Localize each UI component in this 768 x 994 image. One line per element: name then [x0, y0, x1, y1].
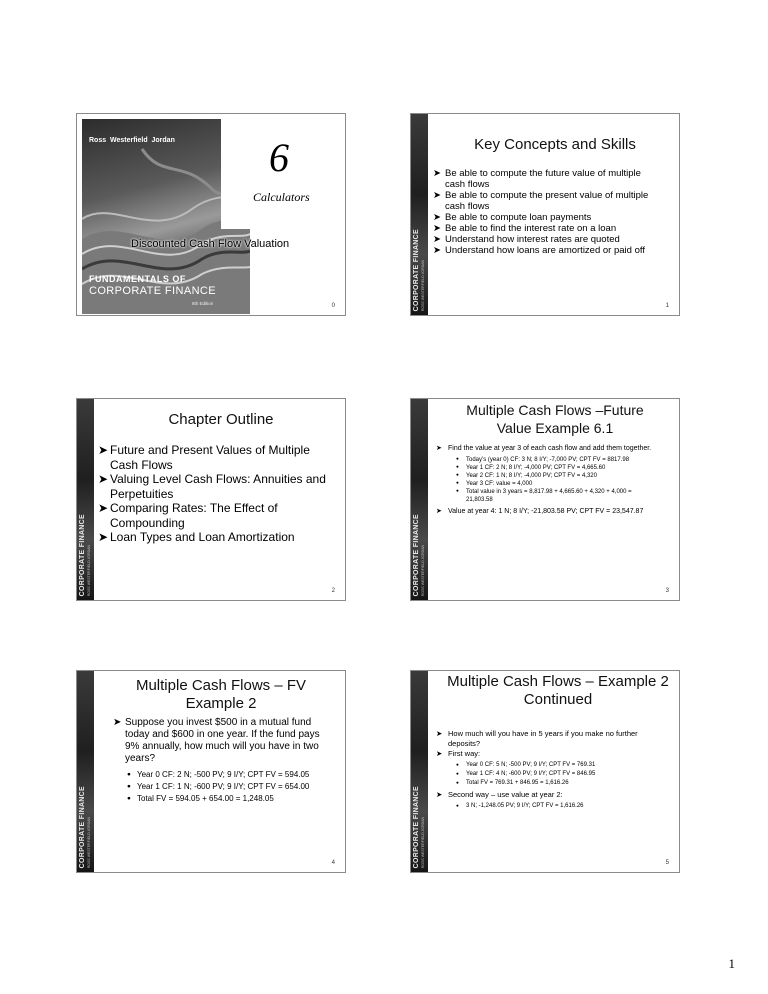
book-title-line1: FUNDAMENTALS OF: [89, 274, 186, 284]
slide-number: 2: [331, 588, 335, 594]
arrow-bullet-icon: ➤: [433, 212, 441, 223]
arrow-bullet-icon: ➤: [98, 472, 109, 486]
arrow-bullet-icon: ➤: [436, 508, 442, 515]
bullet-item: ➤ Valuing Level Cash Flows: Annuities and Perpetuities: [98, 472, 326, 501]
sub-bullet-item: ● Today’s (year 0) CF: 3 N; 8 I/Y; -7,000 PV; CPT FV = 8817.98: [456, 456, 657, 464]
bullet-list: [113, 717, 329, 805]
chapter-number: 6: [269, 135, 289, 180]
slide-number: 3: [665, 588, 669, 594]
sub-bullet-item: ● 3 N; -1,248.05 PV; 9 I/Y; CPT FV = 1,616.26: [456, 802, 659, 811]
slide-4: [76, 670, 346, 873]
sub-bullet-item: ● Year 0 CF: 5 N; -500 PV; 9 I/Y; CPT FV = 769.31: [456, 761, 659, 770]
arrow-bullet-icon: ➤: [98, 530, 109, 544]
sub-bullet-item: ● Year 1 CF: 1 N; -600 PV; 9 I/Y; CPT FV = 654.00: [127, 781, 329, 793]
spine-authors: ROSS WESTERFIELD JORDAN: [421, 816, 425, 868]
sub-bullet-item: ● Total FV = 594.05 + 654.00 = 1,248.05: [127, 793, 329, 805]
bullet-item: ➤ First way: ● Year 0 CF: 5 N; -500 PV; 9 I/Y; CPT FV = 769.31 ● Year 1 CF: 4 N; -600 PV; 9 I/Y; CPT FV = 846.95 ● Total FV = 769.31 + 846.95 = 1,616.26: [448, 749, 659, 788]
arrow-bullet-icon: ➤: [433, 245, 441, 256]
arrow-bullet-icon: ➤: [433, 223, 441, 234]
sub-bullet-list: [456, 802, 659, 811]
slide-number: 0: [331, 303, 335, 309]
bullet-item: ➤ How much will you have in 5 years if you make no further deposits?: [436, 729, 638, 748]
bullet-item: ➤ Loan Types and Loan Amortization: [98, 530, 295, 544]
arrow-bullet-icon: ➤: [433, 234, 441, 245]
bullet-item: ➤ Second way – use value at year 2: ● 3 N; -1,248.05 PV; 9 I/Y; CPT FV = 1,616.26: [448, 790, 659, 811]
slide-number: 4: [331, 860, 335, 866]
bullet-item: ➤ Comparing Rates: The Effect of Compounding: [98, 501, 278, 530]
spine-authors: ROSS WESTERFIELD JORDAN: [87, 544, 91, 596]
arrow-bullet-icon: ➤: [98, 443, 109, 457]
bullet-list: [436, 444, 657, 516]
arrow-bullet-icon: ➤: [436, 729, 443, 738]
spine-title: CORPORATE FINANCE: [413, 228, 420, 311]
sub-bullet-item: ● Total FV = 769.31 + 846.95 = 1,616.26: [456, 779, 659, 788]
page-number: 1: [728, 956, 735, 971]
bullet-item: ➤ Be able to compute loan payments: [433, 212, 592, 223]
slide-title: Multiple Cash Flows –Future Value Example 6.1: [466, 402, 644, 436]
sub-bullet-item: ● Total value in 3 years = 8,817.98 + 4,665.60 + 4,320 + 4,000 = 21,803.58: [456, 488, 657, 504]
slide-title: Multiple Cash Flows – FV Example 2: [135, 677, 307, 712]
arrow-bullet-icon: ➤: [98, 501, 109, 515]
spine-title: CORPORATE FINANCE: [413, 785, 420, 868]
arrow-bullet-icon: ➤: [433, 168, 441, 179]
spine-authors: ROSS WESTERFIELD JORDAN: [421, 544, 425, 596]
spine-title: CORPORATE FINANCE: [413, 513, 420, 596]
book-spine: [77, 671, 94, 872]
book-spine: [77, 399, 94, 600]
bullet-item: ➤ Suppose you invest $500 in a mutual fund today and $600 in one year. If the fund pays 9% annually, how much will you have in two years? ● Year 0 CF: 2 N; -500 PV; 9 I/Y; CPT FV = 594.05 ● Year 1 CF: 1 N; -600 PV; 9 I/Y; CPT FV = 654.00 ● Total FV = 594.05 + 654.00 = 1,248.05: [125, 717, 329, 805]
sub-bullet-item: ● Year 1 CF: 2 N; 8 I/Y; -4,000 PV; CPT FV = 4,665.60: [456, 464, 657, 472]
arrow-bullet-icon: ➤: [436, 445, 442, 452]
bullet-item: ➤ Understand how loans are amortized or paid off: [433, 245, 645, 256]
slide-1: [410, 113, 680, 316]
sub-bullet-list: [456, 456, 657, 504]
bullet-list: [98, 443, 329, 545]
book-authors: Ross Westerfield Jordan: [89, 137, 175, 144]
spine-authors: ROSS WESTERFIELD JORDAN: [87, 816, 91, 868]
arrow-bullet-icon: ➤: [433, 190, 441, 201]
book-edition: 8th Edition: [192, 301, 214, 306]
bullet-list: [433, 168, 655, 256]
sub-bullet-list: [456, 761, 659, 788]
slide-0: [76, 113, 346, 316]
slide-number: 1: [665, 303, 669, 309]
book-title-line2: CORPORATE FINANCE: [89, 285, 216, 297]
arrow-bullet-icon: ➤: [113, 717, 122, 728]
sub-bullet-item: ● Year 0 CF: 2 N; -500 PV; 9 I/Y; CPT FV = 594.05: [127, 769, 329, 781]
bullet-item: ➤ Value at year 4: 1 N; 8 I/Y; -21,803.58 PV; CPT FV = 23,547.87: [436, 508, 644, 515]
slide-title: Key Concepts and Skills: [474, 136, 636, 153]
bullet-item: ➤ Future and Present Values of Multiple Cash Flows: [98, 443, 310, 472]
bullet-item: ➤ Understand how interest rates are quoted: [433, 234, 620, 245]
bullet-item: ➤ Be able to compute the future value of multiple cash flows: [433, 168, 641, 190]
sub-bullet-item: ● Year 3 CF: value = 4,000: [456, 480, 657, 488]
spine-authors: ROSS WESTERFIELD JORDAN: [421, 259, 425, 311]
slide-3: [410, 398, 680, 601]
book-spine: [411, 399, 428, 600]
book-spine: [411, 114, 428, 315]
arrow-bullet-icon: ➤: [436, 790, 443, 799]
sub-bullet-list: [127, 769, 329, 805]
bullet-item: ➤ Be able to compute the present value of multiple cash flows: [433, 190, 649, 212]
chapter-topic: Discounted Cash Flow Valuation: [131, 238, 290, 250]
chapter-subtitle: Calculators: [253, 190, 310, 204]
arrow-bullet-icon: ➤: [436, 749, 443, 758]
sub-bullet-item: ● Year 1 CF: 4 N; -600 PV; 9 I/Y; CPT FV = 846.95: [456, 770, 659, 779]
bullet-list: [436, 729, 659, 811]
slide-number: 5: [665, 860, 669, 866]
spine-title: CORPORATE FINANCE: [79, 513, 86, 596]
book-spine: [411, 671, 428, 872]
slide-title: Chapter Outline: [168, 411, 274, 428]
slide-5: [410, 670, 680, 873]
slide-title: Multiple Cash Flows – Example 2 Continued: [447, 673, 669, 708]
sub-bullet-item: ● Year 2 CF: 1 N; 8 I/Y; -4,000 PV; CPT FV = 4,320: [456, 472, 657, 480]
spine-title: CORPORATE FINANCE: [79, 785, 86, 868]
slide-2: [76, 398, 346, 601]
bullet-item: ➤ Be able to find the interest rate on a loan: [433, 223, 617, 234]
bullet-item: ➤ Find the value at year 3 of each cash flow and add them together. ● Today’s (year 0) CF: 3 N; 8 I/Y; -7,000 PV; CPT FV = 8817.98 ● Year 1 CF: 2 N; 8 I/Y; -4,000 PV; CPT FV = 4,665.60 ● Year 2 CF: 1 N; 8 I/Y; -4,000 PV; CPT FV = 4,320 ● Year 3 CF: value = 4,000 ● Total value in 3 years = 8,817.98 + 4,665.60 + 4,320 + 4,000 = 21,803.58: [448, 444, 657, 504]
